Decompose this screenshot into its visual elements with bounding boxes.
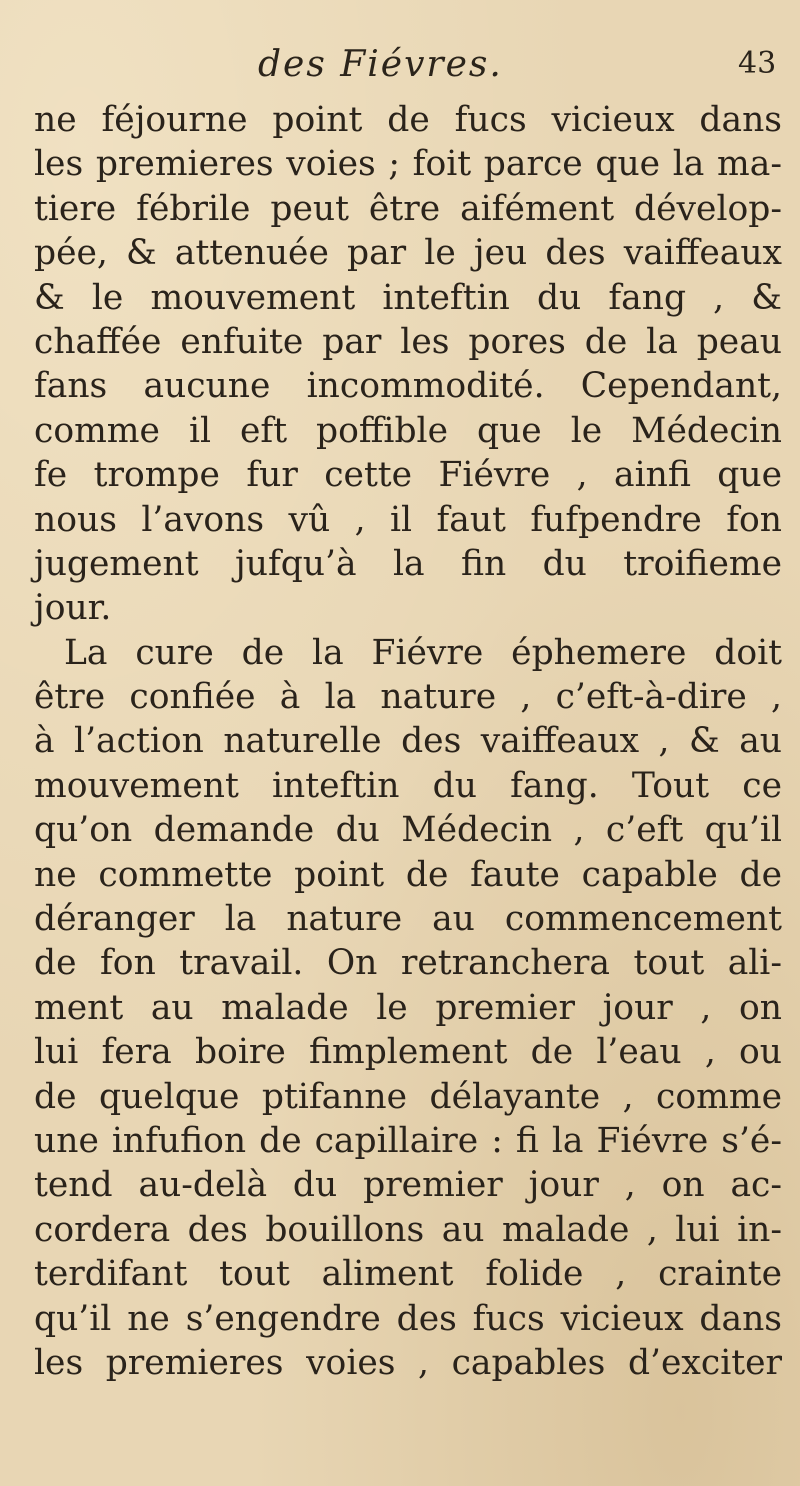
text-line: ne commette point de faute capable de [34,854,782,895]
text-line: de quelque ptifanne délayante , comme [34,1076,782,1117]
text-line: & le mouvement inteftin du fang , & [34,277,782,318]
text-line: les premieres voies , capables d’exciter [34,1342,782,1383]
text-line: nous l’avons vû , il faut fufpendre fon [34,499,782,540]
running-title: des Fiévres. [258,44,503,85]
page-number: 43 [738,46,777,81]
paragraph-start-line: La cure de la Fiévre éphemere doit [64,632,782,673]
text-line: déranger la nature au commencement [34,899,782,940]
text-line: fans aucune incommodité. Cependant, [34,366,782,407]
text-line: ment au malade le premier jour , on [34,987,782,1028]
text-line: à l’action naturelle des vaiffeaux , & au [34,721,782,762]
text-line: cordera des bouillons au malade , lui in- [34,1209,782,1250]
paragraph-end-line: jour. [34,588,112,629]
text-line: de fon travail. On retranchera tout ali- [34,943,782,984]
body-text [34,98,782,1385]
text-line: fe trompe fur cette Fiévre , ainfi que [34,455,782,496]
text-line: jugement jufqu’à la fin du troifieme [34,543,782,584]
text-line: qu’il ne s’engendre des fucs vicieux dans [34,1298,782,1339]
text-line: ne féjourne point de fucs vicieux dans [34,100,782,140]
text-line: terdifant tout aliment folide , crainte [34,1254,782,1295]
text-line: pée, & attenuée par le jeu des vaiffeaux [34,233,782,274]
text-line: comme il eft poffible que le Médecin [34,410,782,451]
text-line: les premieres voies ; foit parce que la ma- [34,144,782,185]
text-line: tend au-delà du premier jour , on ac- [34,1165,782,1206]
running-head [0,44,800,94]
text-line: qu’on demande du Médecin , c’eft qu’il [34,810,782,851]
text-line: une infufion de capillaire : fi la Fiévre s’é- [34,1120,782,1161]
text-line: lui fera boire fimplement de l’eau , ou [34,1032,782,1073]
text-line: être confiée à la nature , c’eft-à-dire , [34,677,782,718]
text-line: tiere fébrile peut être aifément dévelop- [34,188,782,229]
text-line: chaffée enfuite par les pores de la peau [34,321,782,362]
text-line: mouvement inteftin du fang. Tout ce [34,765,782,806]
